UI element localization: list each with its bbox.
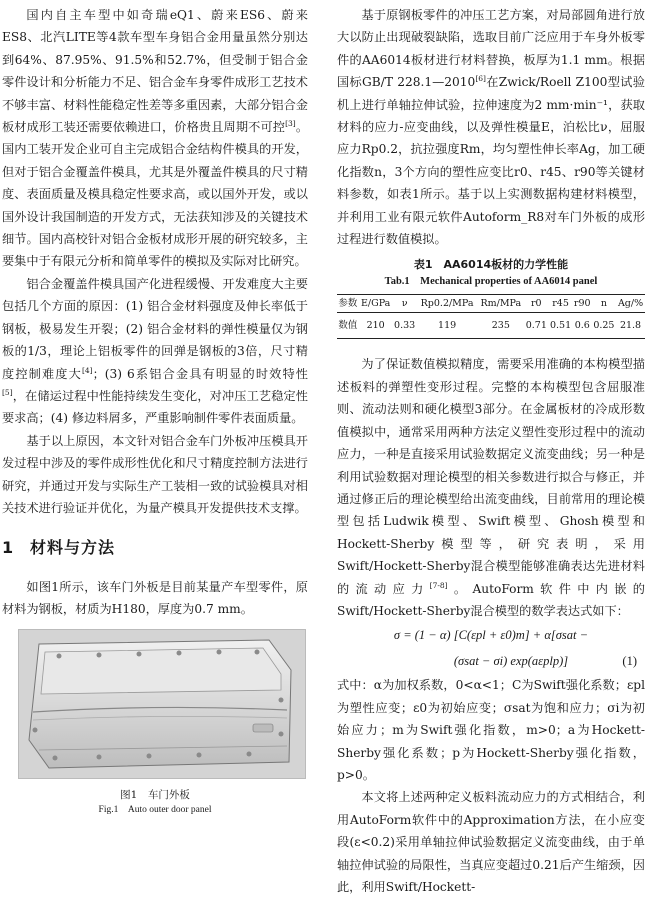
properties-table <box>337 294 645 339</box>
left-paragraph-1: 国内自主车型中如奇瑞eQ1、蔚来ES6、蔚来ES8、北汽LITE等4款车型车身铝合金用量虽然分别达到64%、87.95%、91.5%和52.7%，但受制于铝合金零件设计和分析能力不足、铝合金车身零件成形工艺技术不够丰富、材料性能稳定性差等多重因素，大部分铝合金板材成形工装还需要依赖进口，价格贵且周期不可控[3]。国内工装开发企业可自主完成铝合金结构件模具的开发，但对于铝合金覆盖件模具，尤其是外覆盖件模具的尺寸精度、表面质量及模具稳定性要求高，或以国外开发，或以国外设计我国制造的开发方式，无法获知涉及的关键技术细节。国内高校针对铝合金板材成形开展的研究较多，主要集中于有限元分析和简单零件的模拟及实际对比研究。 <box>2 8 309 269</box>
equation-1 <box>337 622 645 674</box>
citation-3[interactable]: [3] <box>285 118 296 128</box>
door-panel-illustration <box>19 630 305 778</box>
table-title: 表1 AA6014板材的力学性能 <box>413 258 569 272</box>
table-header: n <box>600 298 607 310</box>
table-header: r45 <box>552 298 569 310</box>
table-title-en: Tab.1 Mechanical properties of AA6014 panel <box>384 276 598 288</box>
table-header: r90 <box>573 298 591 310</box>
section-number: 1 <box>2 538 15 558</box>
citation-6[interactable]: [6] <box>475 74 486 84</box>
table-cell: 119 <box>438 320 457 332</box>
table-cell: 0.25 <box>593 320 615 332</box>
table-row <box>337 313 645 339</box>
figure-caption-en: Fig.1 Auto outer door panel <box>98 804 212 815</box>
citation-7-8[interactable]: [7-8] <box>429 580 448 590</box>
left-paragraph-4: 如图1所示，该车门外板是目前某量产车型零件，原材料为钢板，材质为H180，厚度为0.7 mm。 <box>2 579 308 617</box>
table-cell: 235 <box>491 320 510 332</box>
table-header: E/GPa <box>360 298 391 310</box>
table-header: 参数 <box>338 298 358 310</box>
table-cell: 210 <box>366 320 385 332</box>
right-column <box>337 4 645 898</box>
left-paragraph-2: 铝合金覆盖件模具国产化进程缓慢、开发难度大主要包括几个方面的原因：(1) 铝合金材料强度及伸长率低于钢板，极易发生开裂；(2) 铝合金材料的弹性模量仅为钢板的1/3，理论上铝板零件的回弹是钢板的3倍，尺寸精度控制难度大[4]；(3) 6系铝合金具有明显的时效特性[5]，在储运过程中性能持续发生变化，对冲压工艺稳定性要求高；(4) 修边料屑多，严重影响制件零件表面质量。 <box>2 276 308 426</box>
equation-line-1: σ = (1 − α) [C(εpl + ε0)m] + α[σsat − <box>393 628 589 643</box>
table-header: Rp0.2/MPa <box>420 298 474 310</box>
figure-door-panel <box>18 629 306 779</box>
table-header: Rm/MPa <box>480 298 522 310</box>
right-paragraph-4: 本文将上述两种定义板料流动应力的方式相结合，利用AutoForm软件中的Approximation方法，在小应变段(ε<0.2)采用单轴拉伸试验数据定义流变曲线，由于单轴拉伸试验的局限性，当真应变超过0.21后产生缩颈，因此，利用Swift/Hockett- <box>337 790 645 894</box>
table-header-row <box>337 295 645 313</box>
section-title: 材料与方法 <box>30 538 116 558</box>
table-cell: 0.71 <box>525 320 547 332</box>
equation-line-2: (σsat − σi) exp(aεplp)] (1) <box>337 648 645 674</box>
equation-number: (1) <box>622 654 637 669</box>
table-cell: 0.33 <box>394 320 416 332</box>
table-cell: 0.51 <box>549 320 572 332</box>
table-header: r0 <box>531 298 542 310</box>
table-header: ν <box>401 298 408 310</box>
table-cell: 0.6 <box>574 320 590 332</box>
table-cell: 21.8 <box>619 320 642 332</box>
left-paragraph-3: 基于以上原因，本文针对铝合金车门外板冲压模具开发过程中涉及的零件成形性优化和尺寸精度控制方法进行研究，并通过开发与实际生产工装相一致的试验模具对相关技术进行验证并优化，为量产模具开发提供技术支撑。 <box>2 433 308 515</box>
right-paragraph-3: 式中：α为加权系数，0<α<1；C为Swift强化系数；εpl为塑性应变；ε0为初始应变；σsat为饱和应力；σi为初始应力；m为Swift强化指数，m>0；a为Hockett-Sherby强化系数；p为Hockett-Sherby强化指数，p>0。 <box>337 678 645 782</box>
citation-5[interactable]: [5] <box>2 387 13 397</box>
table-header: Ag/% <box>617 298 644 310</box>
figure-caption: 图1 车门外板 <box>120 788 190 801</box>
right-paragraph-2: 为了保证数值模拟精度，需要采用准确的本构模型描述板料的弹塑性变形过程。完整的本构模型包含屈服准则、流动法则和硬化模型3部分。在金属板材的冷成形数值模拟中，通常采用两种方法定义塑性变形过程中的流动应力，一种是直接采用试验数据定义流变曲线；另一种是利用试验数据对理论模型的相关参数进行拟合与修正，并通过修正后的理论模型给出流变曲线，目前常用的理论模型包括Ludwik模型、Swift模型、Ghosh模型和Hockett-Sherby模型等，研究表明，采用Swift/Hockett-Sherby混合模型能够准确表达先进材料的流动应力[7-8]。AutoForm软件中内嵌的Swift/Hockett-Sherby混合模型的数学表达式如下： <box>337 357 645 618</box>
table-row-label: 数值 <box>338 320 358 332</box>
right-paragraph-1: 基于原钢板零件的冲压工艺方案，对局部圆角进行放大以防止出现破裂缺陷，选取目前广泛应用于车身外板零件的AA6014板材进行材料替换，板厚为1.1 mm。根据国标GB/T 228.1—2010[6]在Zwick/Roell Z100型试验机上进行单轴拉伸试验，拉伸速度为2 mm·min⁻¹，获取材料的应力-应变曲线，以及弹性模量E，泊松比ν，屈服应力Rp0.2，抗拉强度Rm，均匀塑性伸长率Ag，加工硬化指数n，3个方向的塑性应变比r0、r45、r90等关键材料参数，如表1所示。基于以上实测数据构建材料模型，并利用工业有限元软件Autoform_R8对车门外板的成形过程进行数值模拟。 <box>337 8 645 247</box>
section-heading <box>2 537 308 559</box>
citation-4[interactable]: [4] <box>81 365 93 375</box>
left-column <box>2 4 308 817</box>
